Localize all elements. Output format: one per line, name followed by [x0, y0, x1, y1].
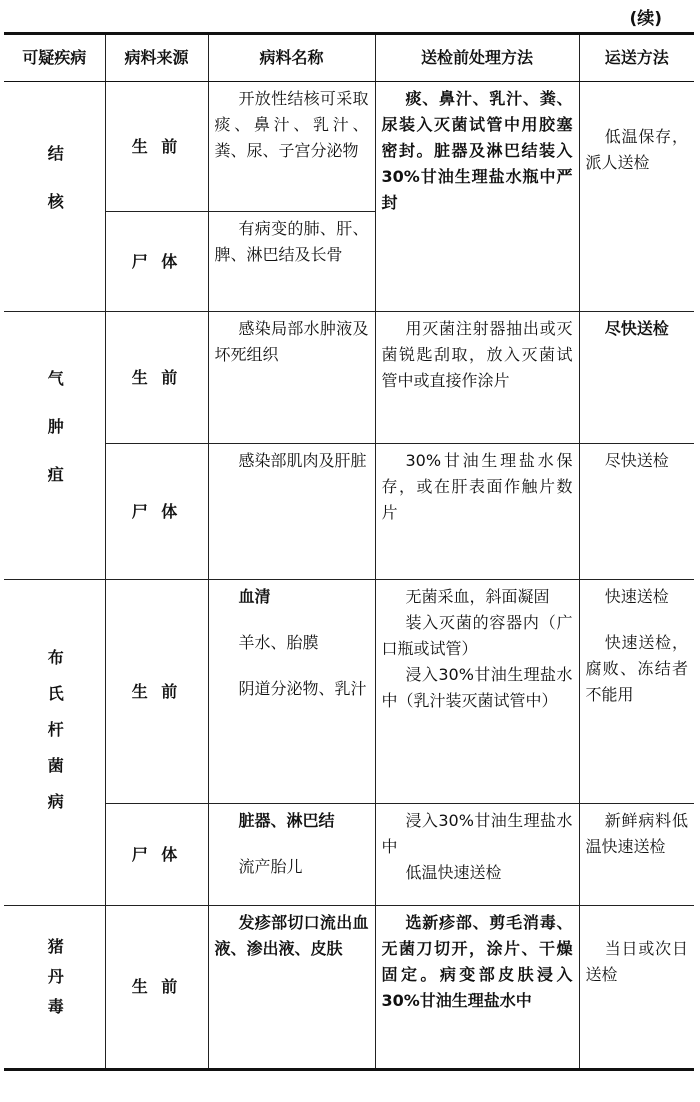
disease-name: 气肿疽 — [45, 369, 65, 514]
table-row — [4, 312, 694, 444]
disease-name: 猪丹毒 — [45, 938, 65, 1028]
header-source: 病料来源 — [105, 34, 208, 82]
source-cell: 生 前 — [105, 580, 208, 804]
specimen-cell: 感染局部水肿液及坏死组织 — [208, 312, 375, 444]
source-cell: 生 前 — [105, 906, 208, 1070]
method-cell: 浸入30%甘油生理盐水中 低温快速送检 — [375, 804, 579, 906]
source-cell: 尸 体 — [105, 444, 208, 580]
source-cell: 尸 体 — [105, 804, 208, 906]
method-cell: 无菌采血，斜面凝固 装入灭菌的容器内（广口瓶或试管） 浸入30%甘油生理盐水中（乳汁装灭菌试管中） — [375, 580, 579, 804]
method-cell: 选新疹部、剪毛消毒、无菌刀切开，涂片、干燥固定。病变部皮肤浸入30%甘油生理盐水中 — [375, 906, 579, 1070]
disease-name: 结核 — [45, 144, 65, 241]
source-cell: 尸 体 — [105, 212, 208, 312]
specimen-cell: 有病变的肺、肝、脾、淋巴结及长骨 — [208, 212, 375, 312]
method-cell: 痰、鼻汁、乳汁、粪、尿装入灭菌试管中用胶塞密封。脏器及淋巴结装入30%甘油生理盐水瓶中严封 — [375, 82, 579, 312]
table-row — [4, 580, 694, 804]
table-row — [4, 444, 694, 580]
transport-cell: 当日或次日送检 — [579, 906, 694, 1070]
specimen-cell: 感染部肌肉及肝脏 — [208, 444, 375, 580]
source-cell: 生 前 — [105, 82, 208, 212]
transport-cell: 低温保存，派人送检 — [579, 82, 694, 312]
disease-name: 布氏杆菌病 — [45, 648, 65, 829]
transport-cell: 快速送检 快速送检，腐败、冻结者不能用 — [579, 580, 694, 804]
transport-cell: 尽快送检 — [579, 312, 694, 444]
specimen-cell: 开放性结核可采取痰、鼻汁、乳汁、粪、尿、子宫分泌物 — [208, 82, 375, 212]
continuation-label: (续) — [629, 9, 662, 29]
specimen-cell: 脏器、淋巴结 流产胎儿 — [208, 804, 375, 906]
transport-cell: 新鲜病料低温快速送检 — [579, 804, 694, 906]
disease-brucellosis — [4, 580, 105, 906]
table-row — [4, 82, 694, 212]
disease-tuberculosis — [4, 82, 105, 312]
header-method: 送检前处理方法 — [375, 34, 579, 82]
header-transport: 运送方法 — [579, 34, 694, 82]
header-disease: 可疑疾病 — [4, 34, 105, 82]
header-row — [4, 34, 694, 82]
table-row — [4, 906, 694, 1070]
disease-swine-erysipelas — [4, 906, 105, 1070]
method-cell: 30%甘油生理盐水保存，或在肝表面作触片数片 — [375, 444, 579, 580]
disease-blackleg — [4, 312, 105, 580]
transport-cell: 尽快送检 — [579, 444, 694, 580]
method-cell: 用灭菌注射器抽出或灭菌锐匙刮取，放入灭菌试管中或直接作涂片 — [375, 312, 579, 444]
specimen-table — [4, 32, 694, 1071]
specimen-cell: 血清 羊水、胎膜 阴道分泌物、乳汁 — [208, 580, 375, 804]
table-row — [4, 804, 694, 906]
source-cell: 生 前 — [105, 312, 208, 444]
header-specimen: 病料名称 — [208, 34, 375, 82]
specimen-cell: 发疹部切口流出血液、渗出液、皮肤 — [208, 906, 375, 1070]
